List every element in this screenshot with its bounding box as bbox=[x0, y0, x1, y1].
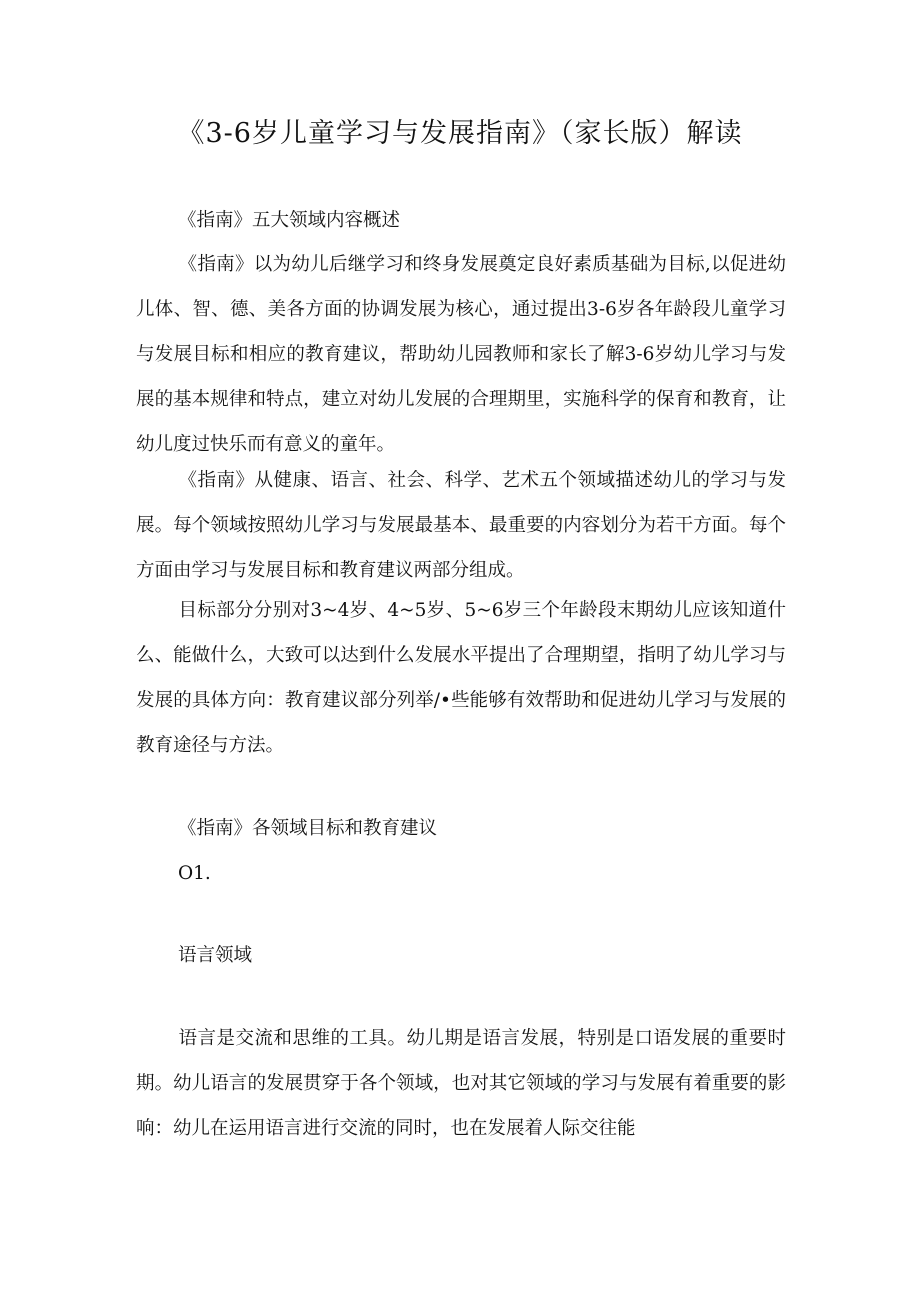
subsection-heading-language: 语言领域 bbox=[178, 945, 253, 966]
paragraph-domains: 《指南》从健康、语言、社会、科学、艺术五个领域描述幼儿的学习与发展。每个领域按照幼儿学习与发展最基本、最重要的内容划分为若干方面。每个方面由学习与发展目标和教育建议两部分组成。 bbox=[136, 470, 786, 581]
section-heading-overview: 《指南》五大领域内容概述 bbox=[178, 210, 401, 231]
item-number: O1. bbox=[178, 863, 211, 884]
paragraph-goals: 《指南》以为幼儿后继学习和终身发展奠定良好素质基础为目标,以促进幼儿体、智、德、美各方面的协调发展为核心，通过提出3-6岁各年龄段儿童学习与发展目标和相应的教育建议，帮助幼儿园教师和家长了解3-6岁幼儿学习与发展的基本规律和特点，建立对幼儿发展的合理期里，实施科学的保育和教育，让幼儿度过快乐而有意义的童年。 bbox=[136, 254, 786, 455]
paragraph-targets: 目标部分分别对3~4岁、4~5岁、5~6岁三个年龄段末期幼儿应该知道什么、能做什么，大致可以达到什么发展水平提出了合理期望，指明了幼儿学习与发展的具体方向：教育建议部分列举/•些能够有效帮助和促进幼儿学习与发展的教育途径与方法。 bbox=[136, 600, 786, 756]
document-title: 《3-6岁儿童学习与发展指南》（家长版）解读 bbox=[177, 118, 743, 149]
section-heading-goals-advice: 《指南》各领域目标和教育建议 bbox=[178, 818, 438, 839]
paragraph-language: 语言是交流和思维的工具。幼儿期是语言发展，特别是口语发展的重要时期。幼儿语言的发展贯穿于各个领域，也对其它领域的学习与发展有着重要的影响：幼儿在运用语言进行交流的同时，也在发展着人际交往能 bbox=[136, 1028, 786, 1139]
